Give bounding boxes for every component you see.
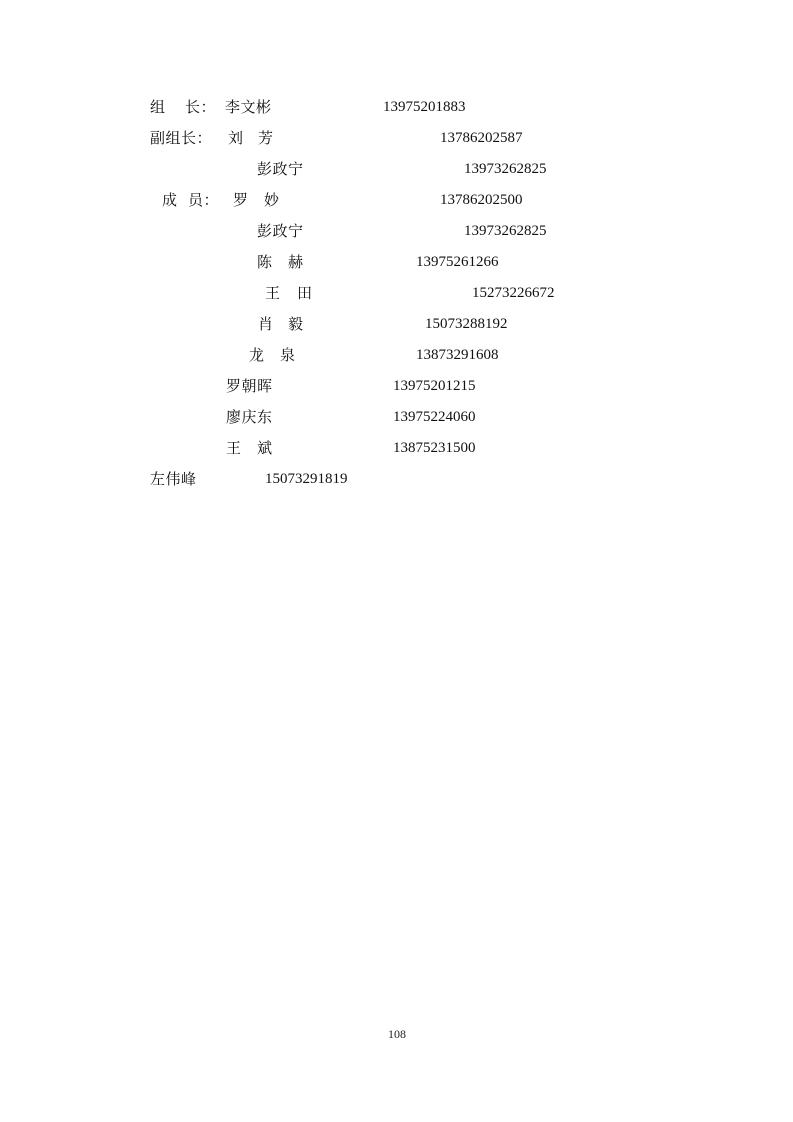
member-name: 罗 bbox=[233, 191, 249, 209]
role-label-members-2: 员： bbox=[188, 191, 220, 209]
member-phone: 13975201215 bbox=[393, 378, 476, 394]
member-phone: 13975261266 bbox=[416, 254, 499, 270]
member-phone: 13973262825 bbox=[464, 161, 547, 177]
member-name-2: 妙 bbox=[264, 191, 280, 209]
role-label-deputy: 副组长： bbox=[150, 129, 213, 147]
member-name-2: 毅 bbox=[288, 315, 304, 333]
member-phone: 13786202500 bbox=[440, 192, 523, 208]
member-phone: 15073288192 bbox=[425, 316, 508, 332]
role-label-leader-1: 组 bbox=[150, 98, 166, 116]
member-phone: 15273226672 bbox=[472, 285, 555, 301]
member-name: 肖 bbox=[258, 315, 274, 333]
member-name: 龙 bbox=[249, 346, 265, 364]
member-name: 王 bbox=[265, 284, 281, 302]
member-name: 罗朝晖 bbox=[226, 377, 273, 395]
member-phone: 13786202587 bbox=[440, 130, 523, 146]
member-phone: 13875231500 bbox=[393, 440, 476, 456]
member-name: 彭政宁 bbox=[257, 222, 304, 240]
member-name: 彭政宁 bbox=[257, 160, 304, 178]
member-name: 陈 bbox=[257, 253, 273, 271]
member-phone: 13975201883 bbox=[383, 99, 466, 115]
member-phone: 15073291819 bbox=[265, 471, 348, 487]
member-name: 左伟峰 bbox=[150, 470, 197, 488]
member-name-2: 芳 bbox=[258, 129, 274, 147]
page-number: 108 bbox=[388, 1027, 406, 1041]
member-phone: 13873291608 bbox=[416, 347, 499, 363]
member-phone: 13975224060 bbox=[393, 409, 476, 425]
role-label-members-1: 成 bbox=[162, 191, 178, 209]
member-name: 刘 bbox=[228, 129, 244, 147]
member-phone: 13973262825 bbox=[464, 223, 547, 239]
member-name-2: 斌 bbox=[257, 439, 273, 457]
member-name-2: 泉 bbox=[280, 346, 296, 364]
member-name: 廖庆东 bbox=[226, 408, 273, 426]
member-name-2: 田 bbox=[297, 284, 313, 302]
role-label-leader-2: 长： bbox=[185, 98, 217, 116]
member-name: 王 bbox=[226, 439, 242, 457]
member-name-2: 赫 bbox=[288, 253, 304, 271]
member-name: 李文彬 bbox=[225, 98, 272, 116]
